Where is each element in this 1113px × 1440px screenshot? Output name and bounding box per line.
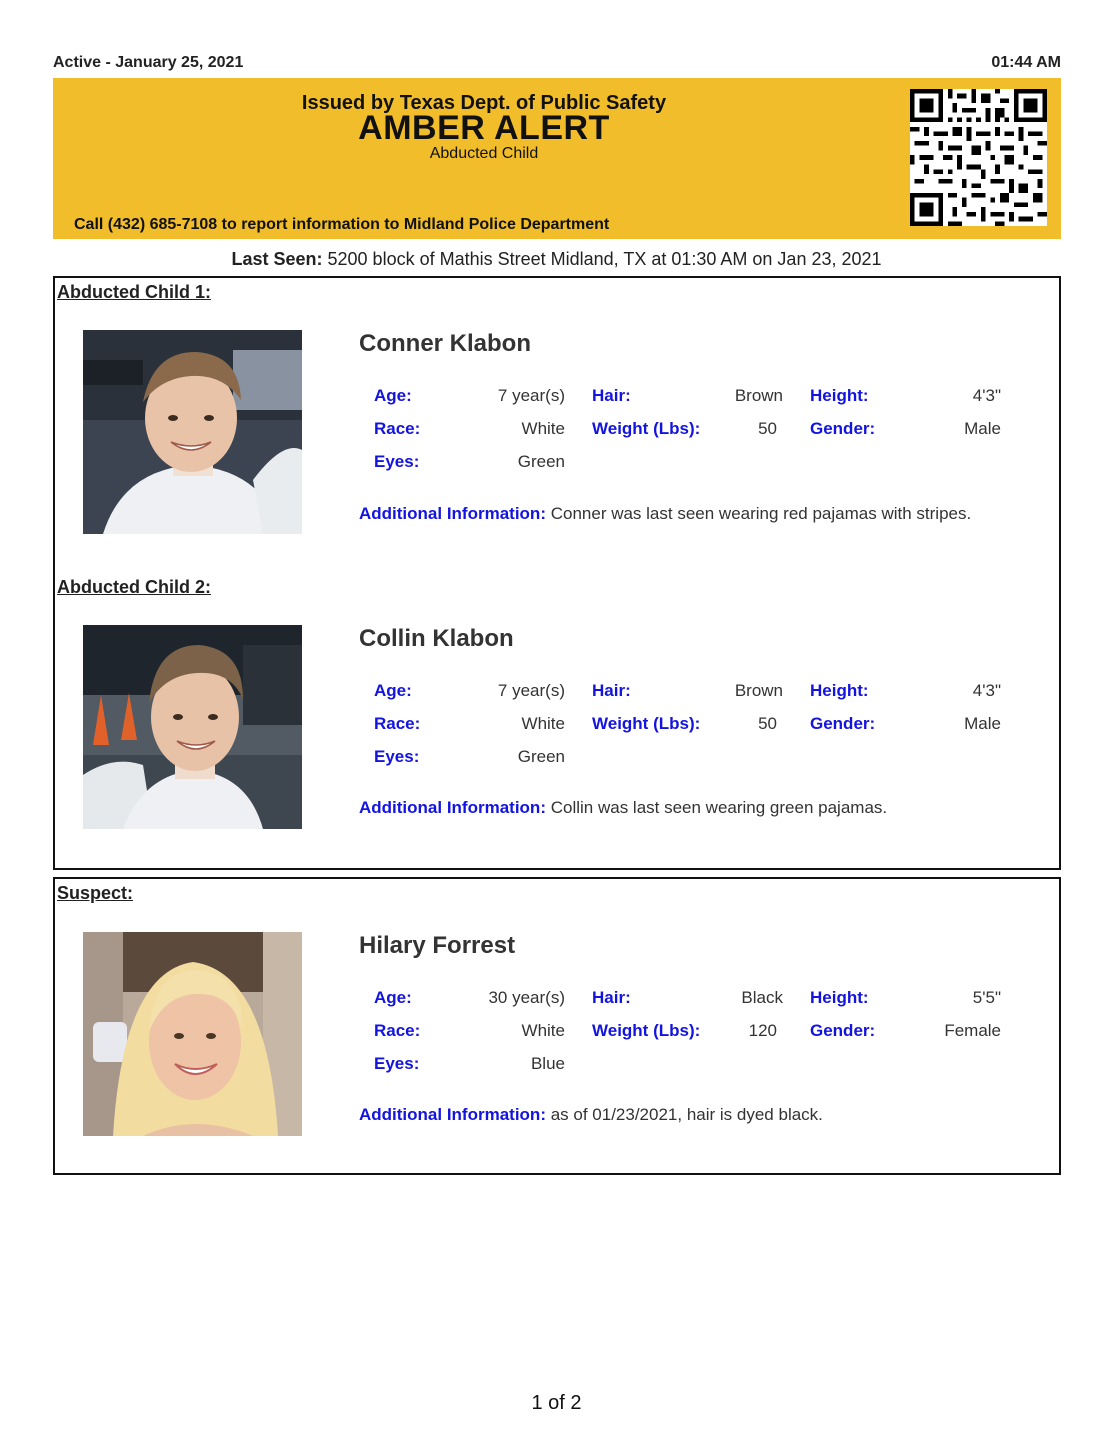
suspect-height-label: Height:: [810, 988, 869, 1007]
qr-code-icon[interactable]: [910, 89, 1047, 226]
child2-race-value: White: [521, 714, 565, 733]
child1-additional-label: Additional Information:: [359, 504, 546, 523]
child1-eyes-label: Eyes:: [374, 452, 420, 471]
suspect-box: [53, 877, 1061, 1175]
page-indicator: 1 of 2: [531, 1392, 582, 1414]
suspect-eyes-value: Blue: [530, 1054, 565, 1073]
child1-race-value: White: [521, 419, 565, 438]
abducted-children-box: [53, 276, 1061, 870]
child2-hair-label: Hair:: [592, 681, 631, 700]
child2-gender-value: Male: [964, 714, 1001, 733]
issuer-text: Issued by Texas Dept. of Public Safety: [301, 92, 667, 114]
child2-additional-label: Additional Information:: [359, 798, 546, 817]
child1-height-label: Height:: [810, 386, 869, 405]
child1-hair-label: Hair:: [592, 386, 631, 405]
report-call-text: Call (432) 685-7108 to report information to Midland Police Department: [74, 216, 610, 233]
alert-time: 01:44 AM: [991, 54, 1061, 71]
child2-eyes-label: Eyes:: [374, 747, 420, 766]
child1-weight-label: Weight (Lbs):: [592, 419, 701, 438]
child1-weight-value: 50: [758, 419, 777, 438]
child1-gender-label: Gender:: [810, 419, 876, 438]
alert-title: AMBER ALERT: [358, 109, 610, 147]
alert-status-date: Active - January 25, 2021: [53, 54, 244, 71]
child2-age-label: Age:: [374, 681, 412, 700]
suspect-additional-info: [359, 1105, 823, 1125]
child2-photo[interactable]: [83, 625, 302, 829]
suspect-photo[interactable]: [83, 932, 302, 1136]
child1-additional-text: Conner was last seen wearing red pajamas with stripes.: [550, 504, 972, 523]
child2-weight-label: Weight (Lbs):: [592, 714, 701, 733]
suspect-name: Hilary Forrest: [359, 932, 516, 959]
child2-weight-value: 50: [758, 714, 777, 733]
suspect-race-value: White: [521, 1021, 565, 1040]
child1-age-label: Age:: [374, 386, 412, 405]
suspect-weight-label: Weight (Lbs):: [592, 1021, 701, 1040]
child1-name: Conner Klabon: [359, 330, 531, 357]
child1-photo[interactable]: [83, 330, 302, 534]
amber-alert-banner: [53, 78, 1061, 239]
child2-race-label: Race:: [374, 714, 421, 733]
child2-age-value: 7 year(s): [497, 681, 565, 700]
last-seen-label: Last Seen:: [231, 249, 323, 269]
suspect-additional-text: as of 01/23/2021, hair is dyed black.: [550, 1105, 823, 1124]
suspect-gender-label: Gender:: [810, 1021, 876, 1040]
last-seen-text: 5200 block of Mathis Street Midland, TX at 01:30 AM on Jan 23, 2021: [327, 249, 882, 269]
child2-hair-value: Brown: [734, 681, 783, 700]
alert-subtitle: Abducted Child: [429, 145, 539, 162]
child1-age-value: 7 year(s): [497, 386, 565, 405]
suspect-age-value: 30 year(s): [488, 988, 565, 1007]
suspect-section-label: Suspect:: [57, 883, 134, 903]
child1-section-label: Abducted Child 1:: [57, 282, 211, 302]
child2-height-value: 4'3": [972, 681, 1001, 700]
last-seen-line: [0, 249, 1113, 270]
child2-gender-label: Gender:: [810, 714, 876, 733]
child1-hair-value: Brown: [734, 386, 783, 405]
suspect-gender-value: Female: [944, 1021, 1001, 1040]
child2-additional-text: Collin was last seen wearing green pajamas.: [550, 798, 888, 817]
suspect-eyes-label: Eyes:: [374, 1054, 420, 1073]
child1-height-value: 4'3": [972, 386, 1001, 405]
child1-additional-info: [359, 504, 971, 524]
child1-gender-value: Male: [964, 419, 1001, 438]
suspect-age-label: Age:: [374, 988, 412, 1007]
suspect-weight-value: 120: [748, 1021, 777, 1040]
child2-height-label: Height:: [810, 681, 869, 700]
suspect-hair-value: Black: [741, 988, 783, 1007]
top-status-line: [53, 54, 1061, 76]
suspect-hair-label: Hair:: [592, 988, 631, 1007]
child2-name: Collin Klabon: [359, 625, 514, 652]
child2-eyes-value: Green: [517, 747, 565, 766]
child1-race-label: Race:: [374, 419, 421, 438]
suspect-additional-label: Additional Information:: [359, 1105, 546, 1124]
suspect-race-label: Race:: [374, 1021, 421, 1040]
child2-section-label: Abducted Child 2:: [57, 577, 211, 597]
child2-additional-info: [359, 798, 887, 818]
child1-eyes-value: Green: [517, 452, 565, 471]
suspect-height-value: 5'5": [972, 988, 1001, 1007]
